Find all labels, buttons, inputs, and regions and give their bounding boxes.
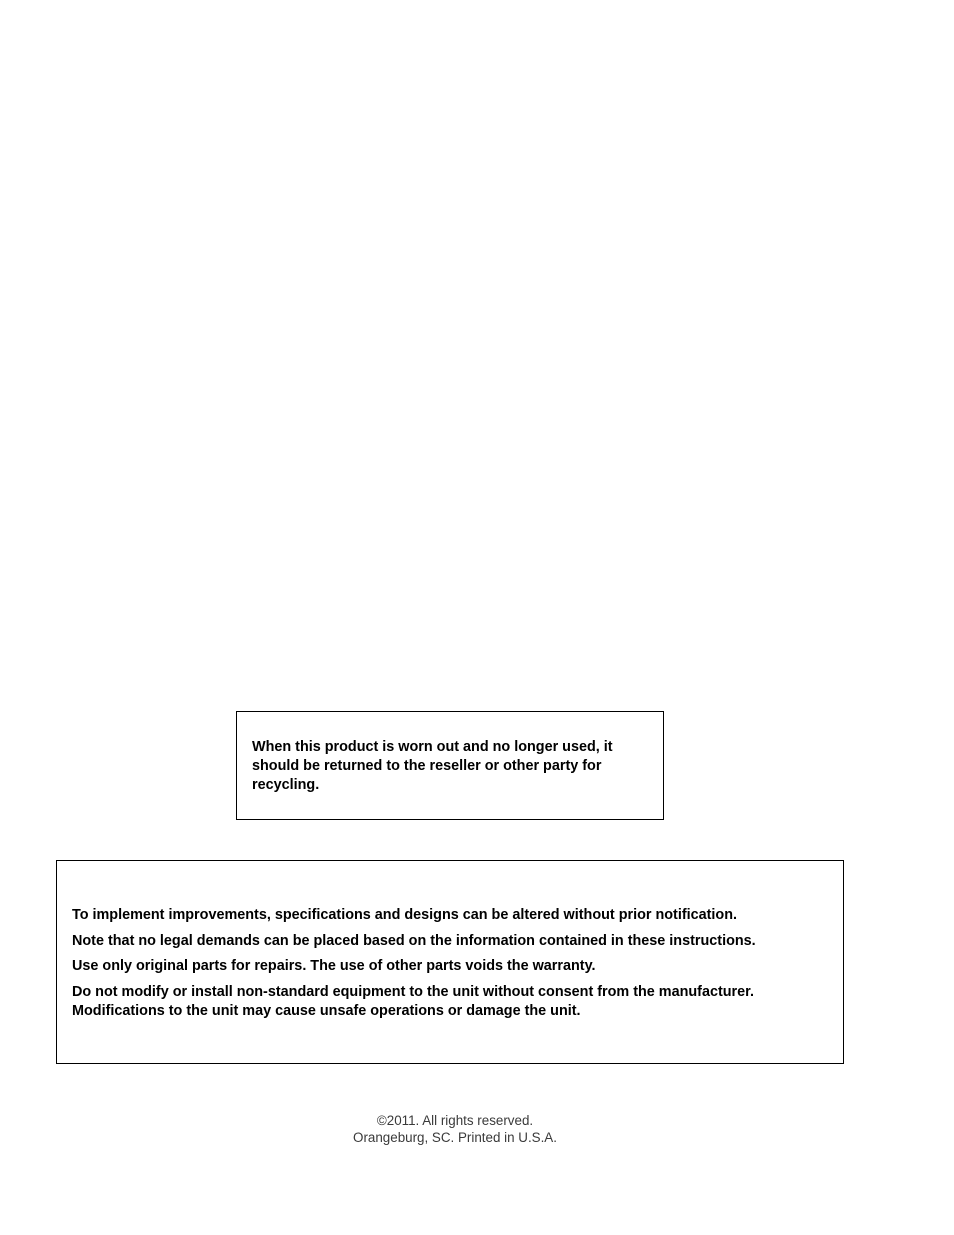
recycling-notice-text: When this product is worn out and no longer used, it should be returned to the reseller or other party for recycling. [252, 739, 613, 793]
legal-notice-line: Modifications to the unit may cause unsafe operations or damage the unit. [72, 1002, 581, 1019]
legal-notice-line: Do not modify or install non-standard equipment to the unit without consent from the manufacturer. [72, 983, 754, 1000]
recycling-notice-box [236, 711, 664, 820]
copyright-text: ©2011. All rights reserved. [376, 1113, 534, 1128]
footer [0, 1112, 910, 1146]
legal-notice-box [56, 860, 844, 1064]
print-location-text: Orangeburg, SC. Printed in U.S.A. [353, 1130, 557, 1145]
legal-notice-line: Note that no legal demands can be placed based on the information contained in these instructions. [72, 932, 756, 949]
legal-notice-line: To implement improvements, specifications and designs can be altered without prior notification. [72, 907, 738, 923]
legal-notice-line: Use only original parts for repairs. The use of other parts voids the warranty. [72, 958, 596, 974]
